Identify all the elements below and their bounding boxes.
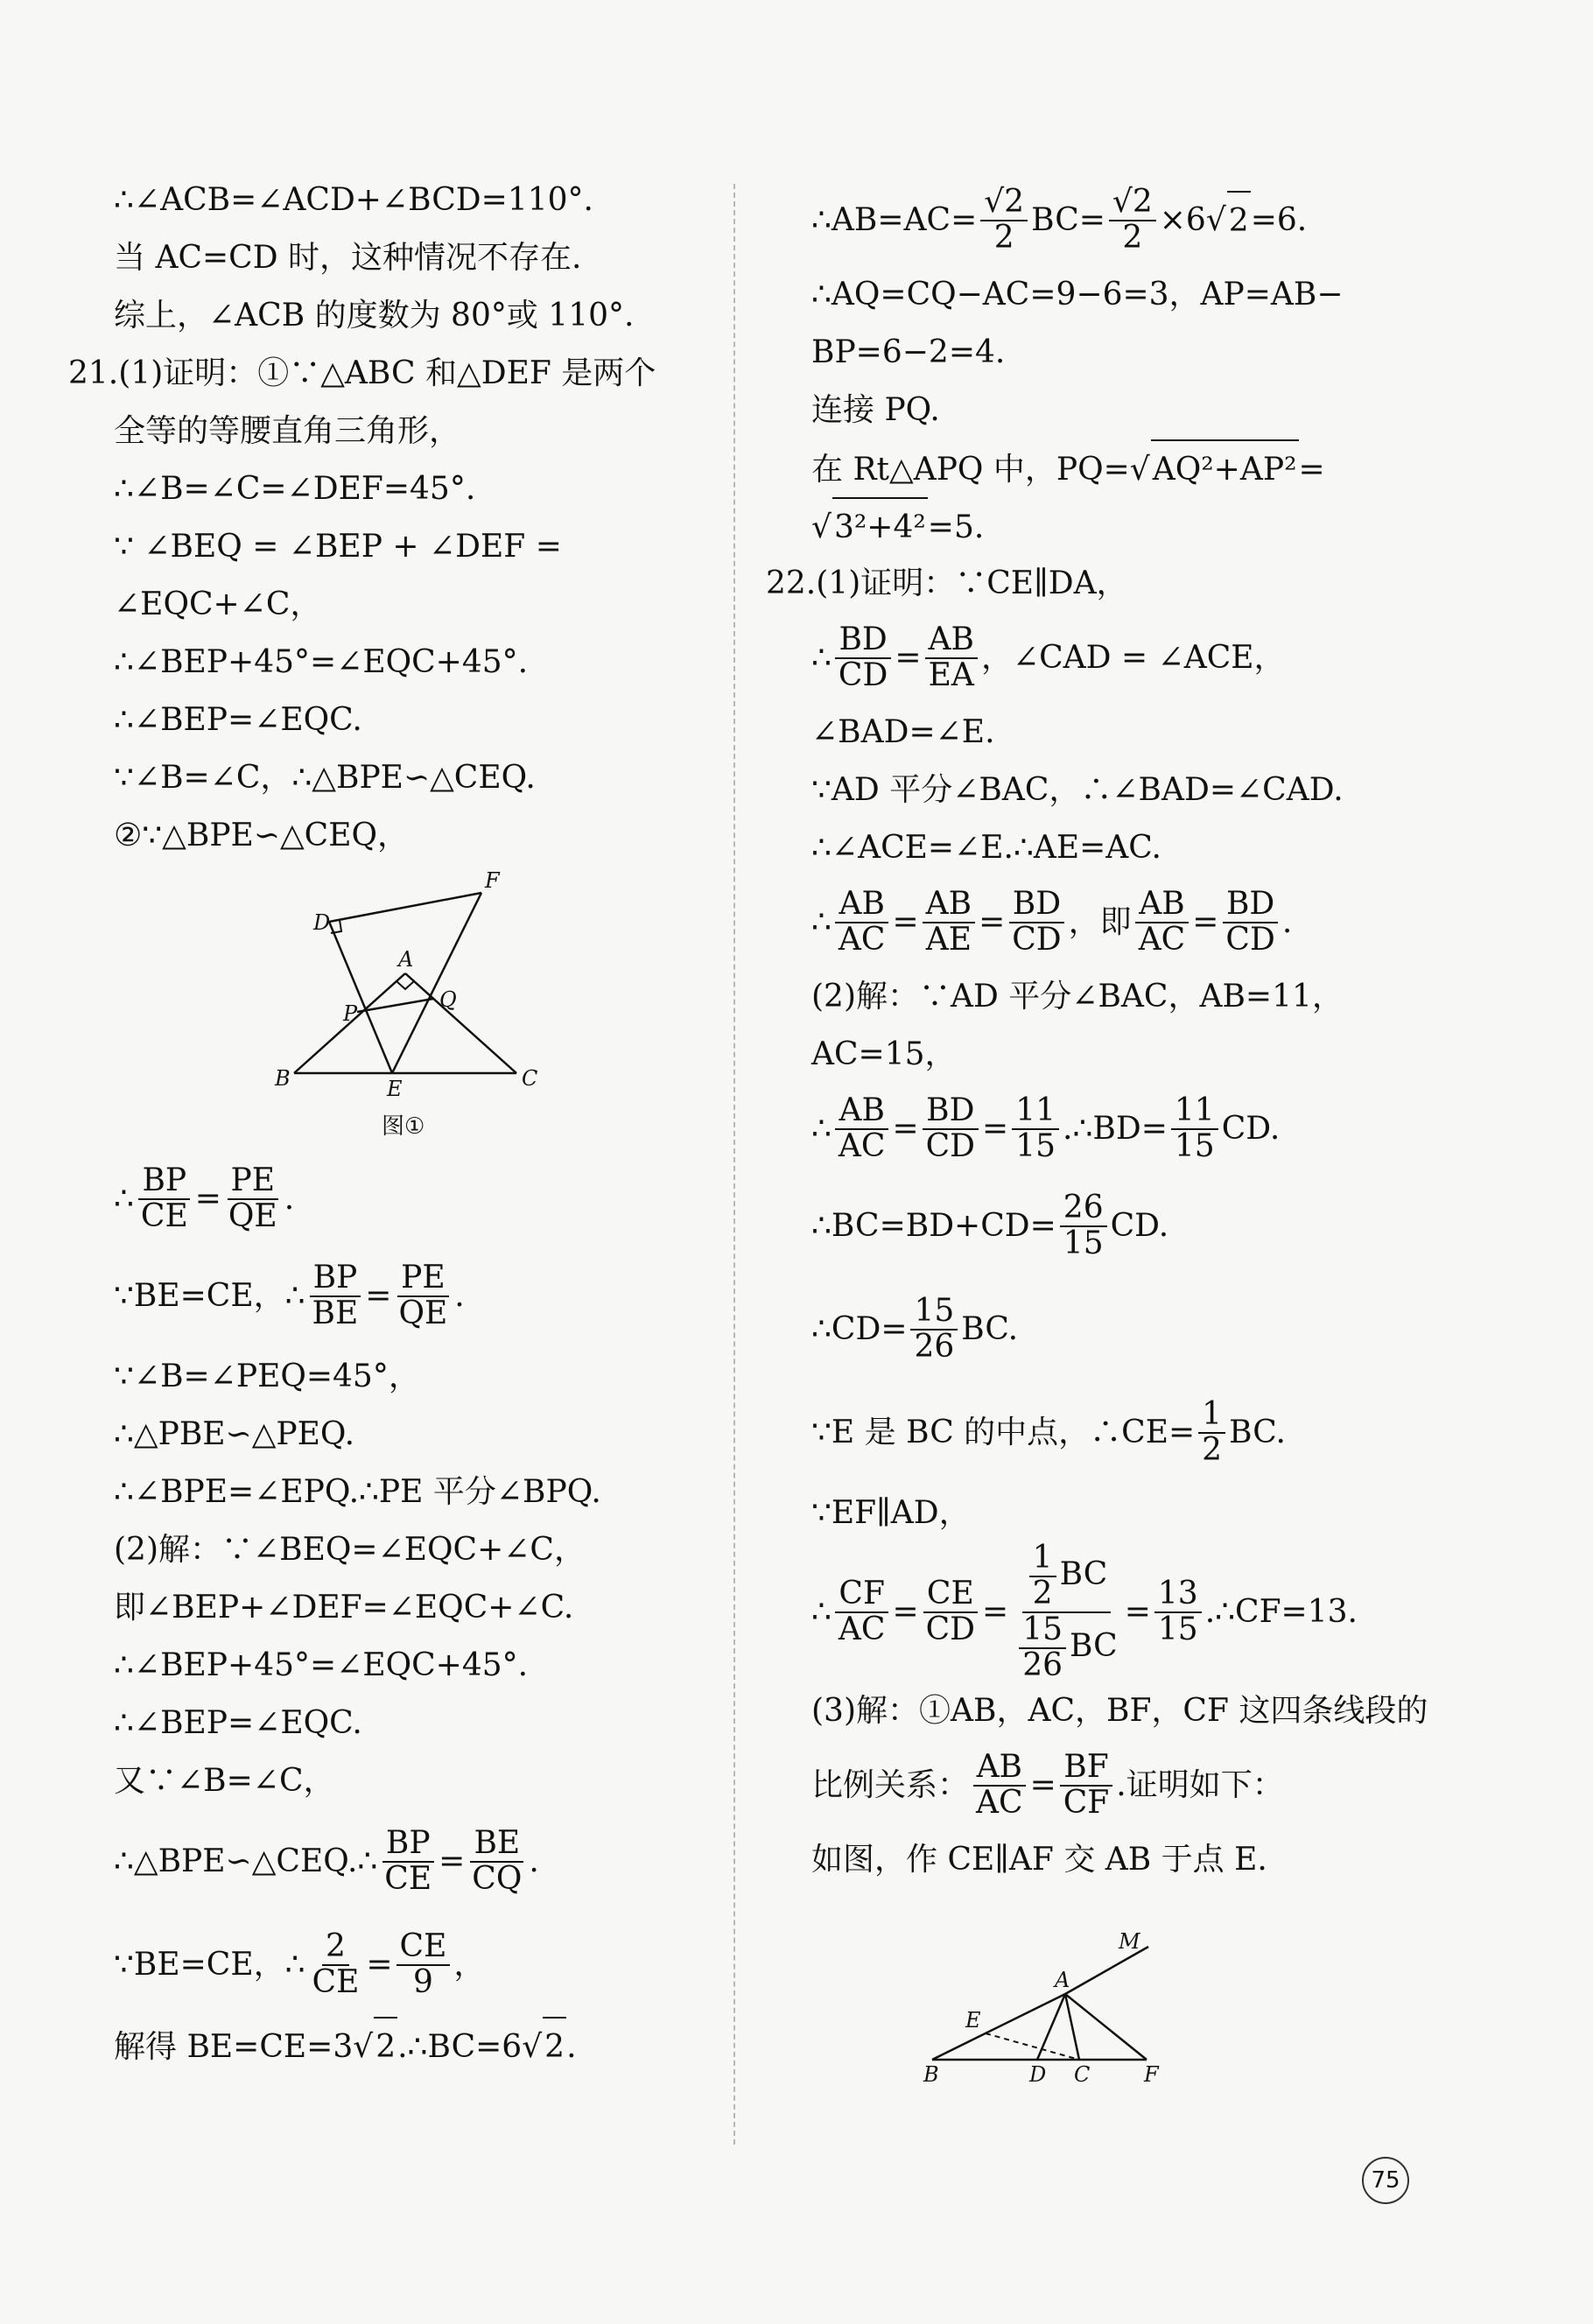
text-line: ∵∠B=∠PEQ=45°， — [114, 1359, 420, 1394]
text-line: 当 AC=CD 时，这种情况不存在. — [114, 240, 582, 276]
text-line: 全等的等腰直角三角形， — [114, 413, 461, 449]
label-B: B — [923, 2062, 939, 2087]
label-C: C — [522, 1066, 538, 1091]
text-line: ∴∠BEP+45°=∠EQC+45°. — [114, 1647, 529, 1683]
text-line: 解得 BE=CE=3√2.∴BC=6√2. — [103, 2017, 707, 2075]
text-line: 综上，∠ACB 的度数为 80°或 110°. — [114, 298, 635, 334]
page-number: 75 — [1362, 2157, 1409, 2204]
text-line: 连接 PQ. — [811, 392, 940, 428]
equation-line: ∵BE=CE，∴ $\frac{2}{CE}$ = $\frac{CE}{9}$ ， — [114, 1928, 486, 2000]
equation-line: ∴ $\frac{AB}{AC}$ = $\frac{BD}{CD}$ = $\frac{11}{15}$ .∴BD= $\frac{11}{15}$ CD. — [811, 1092, 1281, 1164]
figure-1-caption: 图① — [382, 1113, 425, 1140]
text-line: 即∠BEP+∠DEF=∠EQC+∠C. — [114, 1590, 574, 1625]
text-line: ②∵△BPE∽△CEQ， — [114, 818, 410, 853]
right-column — [766, 175, 1428, 2090]
text-line: ∠BAD=∠E. — [811, 714, 995, 750]
text-line: ∴∠BEP=∠EQC. — [114, 1705, 362, 1741]
equation-line: ∴△BPE∽△CEQ.∴ $\frac{BP}{CE}$ = $\frac{BE}{CQ}$ . — [114, 1825, 539, 1897]
equation-line: ∴ $\frac{BD}{CD}$ = $\frac{AB}{EA}$ ，∠CAD = ∠ACE， — [811, 621, 1286, 693]
equation-line: 比例关系： $\frac{AB}{AC}$ = $\frac{BF}{CF}$ .证明如下： — [811, 1749, 1284, 1821]
equation-line: ∴ $\frac{BP}{CE}$ = $\frac{PE}{QE}$ . — [114, 1162, 295, 1234]
column-divider — [733, 184, 735, 2145]
text-line: √3²+4²=5. — [801, 497, 1414, 555]
text-line: ∠EQC+∠C， — [114, 586, 322, 622]
text-line: 如图，作 CE∥AF 交 AB 于点 E. — [811, 1842, 1267, 1878]
text-line: ∵ ∠BEQ = ∠BEP + ∠DEF = — [114, 529, 562, 565]
label-B: B — [275, 1066, 291, 1091]
equation-line: ∴AB=AC= $\frac{√2}{2}$ BC= $\frac{√2}{2}$ ×6 √ 2 =6. — [811, 184, 1308, 256]
text-line: ∴∠BEP+45°=∠EQC+45°. — [114, 644, 529, 680]
figure-2-diagram — [801, 1898, 1414, 2090]
text-line: (2)解：∵AD 平分∠BAC，AB=11， — [811, 979, 1344, 1015]
text-line: ∵AD 平分∠BAC，∴∠BAD=∠CAD. — [811, 772, 1344, 808]
label-A: A — [398, 947, 414, 972]
text-line: AC=15， — [811, 1036, 957, 1072]
equation-line: ∵BE=CE，∴ $\frac{BP}{BE}$ = $\frac{PE}{QE}$ . — [114, 1260, 465, 1331]
text-line: BP=6−2=4. — [811, 334, 1006, 370]
text-line: ∵EF∥AD， — [811, 1495, 971, 1531]
label-F: F — [1144, 2062, 1159, 2087]
text-line: ∴∠BEP=∠EQC. — [114, 702, 362, 738]
problem-22-heading: 22.(1)证明：∵CE∥DA， — [766, 565, 1128, 601]
label-A: A — [1055, 1968, 1070, 1992]
text-line: ∴∠B=∠C=∠DEF=45°. — [114, 471, 476, 507]
equation-line: ∵E 是 BC 的中点，∴CE= $\frac{1}{2}$ BC. — [811, 1396, 1286, 1468]
text-line: ∴△PBE∽△PEQ. — [114, 1416, 355, 1452]
text-line: (2)解：∵∠BEQ=∠EQC+∠C， — [114, 1532, 586, 1568]
text-line: ∵∠B=∠C，∴△BPE∽△CEQ. — [114, 760, 536, 796]
label-Q: Q — [439, 987, 457, 1012]
figure-1-diagram — [103, 865, 707, 1119]
text-line: 在 Rt△APQ 中，PQ=√AQ²+AP²= — [801, 439, 1414, 497]
label-P: P — [343, 1001, 358, 1026]
text-line: ∴∠ACB=∠ACD+∠BCD=110°. — [114, 182, 593, 218]
equation-line: ∴ $\frac{CF}{AC}$ = $\frac{CE}{CD}$ = $\frac{1}{2}$ BC $\frac{15}{26}$ BC = $\frac{13}{15}$ .∴CF=13. — [811, 1540, 1358, 1683]
equation-line: ∴CD= $\frac{15}{26}$ BC. — [811, 1293, 1019, 1365]
label-F: F — [485, 868, 500, 893]
equation-line: ∴BC=BD+CD= $\frac{26}{15}$ CD. — [811, 1190, 1169, 1261]
label-C: C — [1074, 2062, 1091, 2087]
label-D: D — [313, 910, 331, 935]
label-E: E — [965, 2008, 981, 2033]
label-D: D — [1029, 2062, 1047, 2087]
equation-line: ∴ $\frac{AB}{AC}$ = $\frac{AB}{AE}$ = $\frac{BD}{CD}$ ，即 $\frac{AB}{AC}$ = $\frac{BD}{CD}$ . — [811, 886, 1293, 958]
text-line: ∴∠ACE=∠E.∴AE=AC. — [811, 830, 1161, 866]
figure-1 — [103, 865, 707, 1154]
text-line: (3)解：①AB，AC，BF，CF 这四条线段的 — [811, 1693, 1428, 1729]
label-M: M — [1119, 1929, 1140, 1954]
problem-21-heading: 21.(1)证明：①∵△ABC 和△DEF 是两个 — [68, 355, 656, 391]
label-E: E — [387, 1077, 403, 1101]
text-line: ∴∠BPE=∠EPQ.∴PE 平分∠BPQ. — [114, 1474, 601, 1510]
text-line: ∴AQ=CQ−AC=9−6=3，AP=AB− — [811, 277, 1344, 312]
left-column — [68, 172, 707, 2075]
text-line: 又∵∠B=∠C， — [114, 1763, 335, 1799]
